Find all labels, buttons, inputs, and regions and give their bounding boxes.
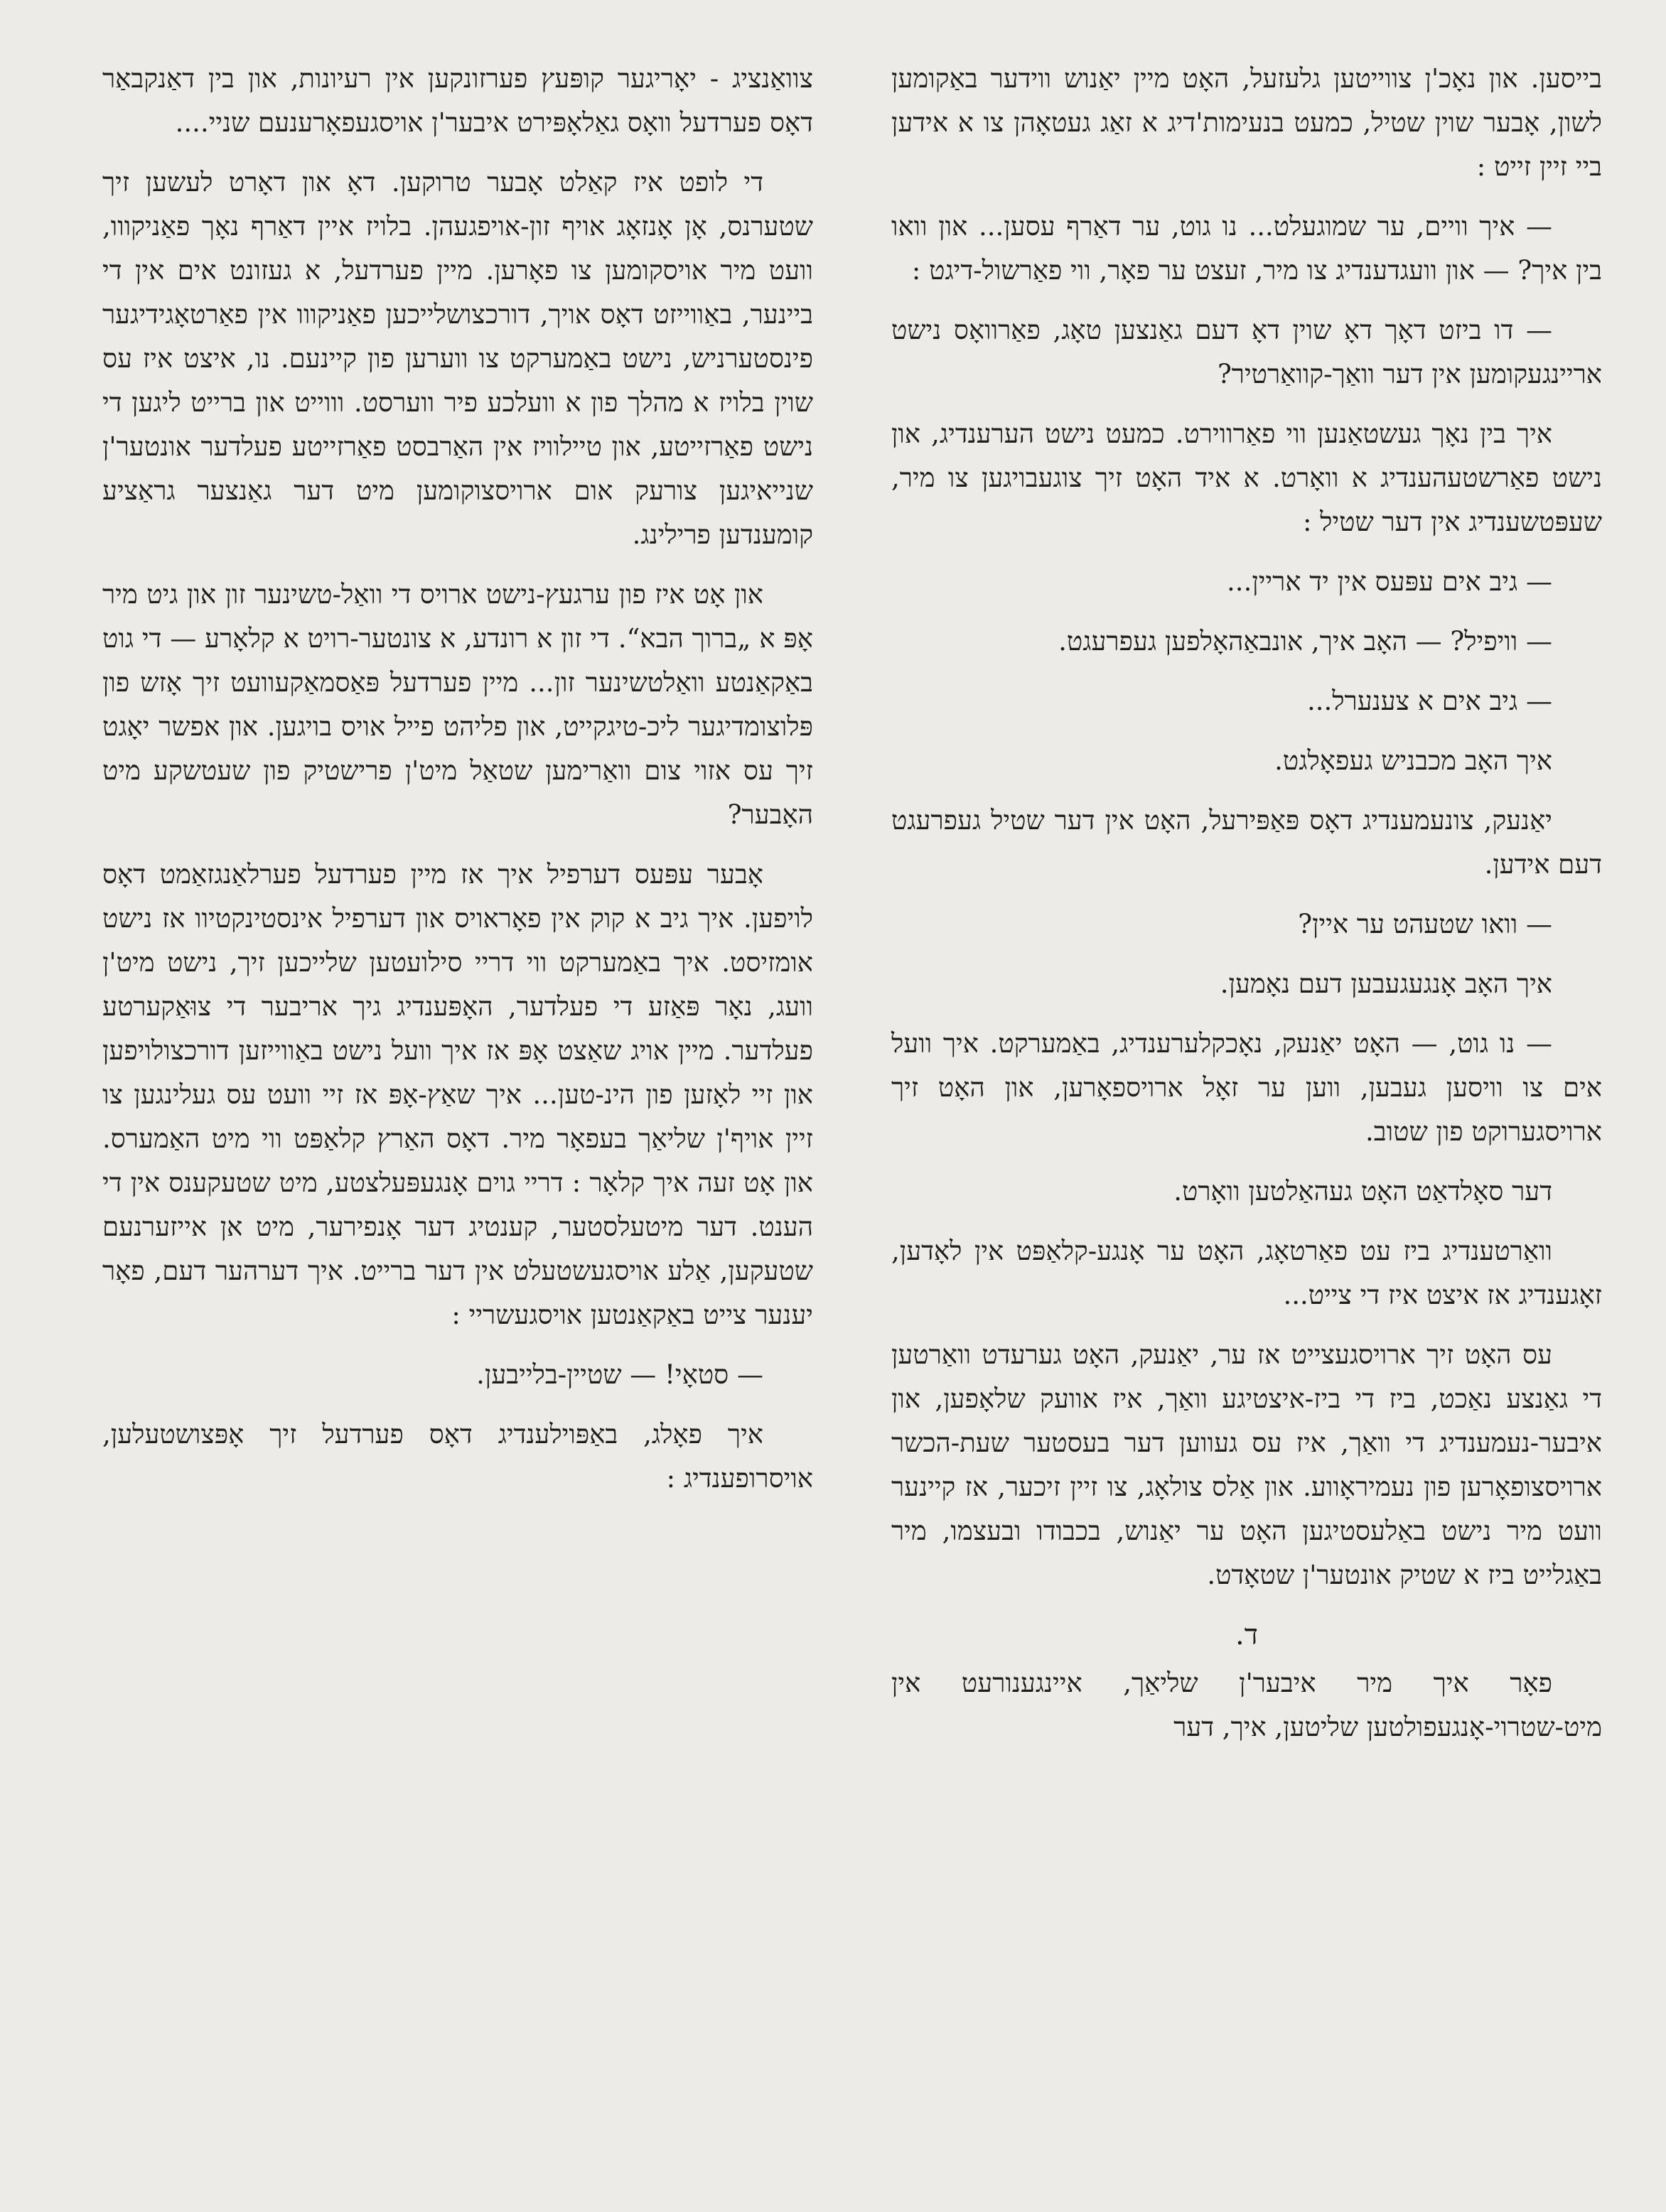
left-column-paragraph: און אָט איז פון ערגעץ-נישט ארויס די וואַל-טשינער זון און גיט מיר אָפּ א „ברוך הבא“. די זון א רונדע, א צונטער-רויט א קלאָרע — די גוט באַקאַנטע וואַלטשינער זון... מיין פערדעל פּאַסמאַקעוועט זיך אָזש פון פּלוצומדיגער ליכ-טיגקייט, און פליהט פייל אויס בויגען. און אפשר יאָגט זיך עס אזוי צום וואַרימען שטאַל מיט'ן פרישטיק פון שעטשקע מיט האָבער? xyxy=(102,579,813,830)
left-column-paragraph: אָבער עפּעס דערפיל איך אז מיין פערדעל פערלאַנגזאַמט דאָס לויפען. איך גיב א קוק אין פאָראויס און דערפיל אינסטינקטיוו אז נישט אומזיסט. איך באַמערקט ווי דריי סילועטען שלייכען זיך, נישט מיט'ן וועג, נאָר פּאַזע די פעלדער, האָפּענדיג גיך אריבער די צוּאַקערטע פעלדער. מיין אויג שאַצט אָפּ אז איך וועל נישט באַווייזען דורכצולויפען און זיי לאָזען פון הינ-טען... איך שאַץ-אָפּ אז זיי וועט עס געלינגען צו זיין אויף'ן שליאַך בעפאָר מיר. דאָס האַרץ קלאַפּט ווי מיט האַמערס. און אָט זעה איך קלאָר : דריי גוים אָנגעפּעלצטע, מיט שטעקענס אין די הענט. דער מיטעלסטער, קענטיג דער אָנפירער, מיט אן אייזערנעם שטעקען, אַלע אויסגעשטעלט אין דער ברייט. איך דערהער דעם, פאָר יענער צייט באַקאַנטען אויסגעשריי : xyxy=(102,859,813,1330)
right-column-paragraph: יאַנעק, צונעמענדיג דאָס פּאַפּירעל, האָט אין דער שטיל געפרעגט דעם אידען. xyxy=(891,805,1602,880)
right-column-paragraph: — וויפיל? — האָב איך, אונבאַהאָלפען געפרעגט. xyxy=(1058,626,1552,657)
right-column-paragraph: — נו גוט, — האָט יאַנעק, נאָכקלערענדיג, באַמערקט. איך וועל אים צו וויסען געבען, ווען ער זאָל ארויספאָרען, און האָט זיך ארויסגערוקט פון שטוב. xyxy=(891,1028,1602,1147)
left-column xyxy=(102,57,813,2169)
right-column-paragraph: פאָר איך מיר איבער'ן שליאַך, איינגענורעט אין מיט-שטרוי-אָנגעפולטען שליטען, איך, דער xyxy=(891,1668,1602,1742)
right-column-paragraph: איך האָב אָנגעגעבען דעם נאָמען. xyxy=(1220,969,1552,999)
right-column xyxy=(891,57,1602,2169)
right-column-paragraph: — גיב אים א צענערל... xyxy=(1306,686,1552,716)
right-column-paragraph: — וואו שטעהט ער איין? xyxy=(1298,909,1552,939)
left-column-paragraph: די לופט איז קאַלט אָבער טרוקען. דאָ און דאָרט לעשען זיך שטערנס, אָן אָנזאָג אויף זון-אויפגעהן. בלויז איין דאַרף נאָך פאַניקווו, וועט מיר אויסקומען צו פאָרען. מיין פערדעל, א געזונט אים אין די ביינער, באַווייזט דאָס אויך, דורכצושלייכען פאַניקווו אין פאַרטאָגידיגער פינסטערניש, נישט באַמערקט צו ווערען פון קיינעם. נו, איצט איז עס שוין בלויז א מהלך פון א וועלכע פיר ווערסט. וווייט און ברייט ליגען די נישט פאַרזייטע, און טיילוויז אין האַרבסט פאַרזייטע פעלדער אונטער'ן שנייאיגען צורעק אום ארויסצוקומען מיט דער גאַנצער גראַציע קומענדען פרילינג. xyxy=(102,167,813,550)
right-column-paragraph: בייסען. און נאָכ'ן צווייטען גלעזעל, האָט מיין יאַנוש ווידער באַקומען לשון, אָבער שוין שטיל, כמעט בנעימות'דיג א זאַג געטאָהן צו א אידען ביי זיין זייט : xyxy=(891,63,1602,182)
text-columns xyxy=(85,57,1602,2169)
right-column-paragraph: איך בין נאָך געשטאַנען ווי פאַרווירט. כמעט נישט הערענדיג, און נישט פאַרשטעהענדיג א וואָרט. א איד האָט זיך צוגעבויגען צו מיר, שעפּטשענדיג אין דער שטיל : xyxy=(891,419,1602,537)
section-number: ד. xyxy=(1235,1619,1258,1651)
left-column-paragraph: צוואַנציג - יאָריגער קופּעץ פערזונקען אין רעיונות, און בין דאַנקבאַר דאָס פערדעל וואָס גאַלאָפּירט איבער'ן אויסגעפאָרענעם שניי.... xyxy=(102,63,813,138)
right-column-paragraph: — גיב אים עפּעס אין יד אריין... xyxy=(1227,566,1552,597)
right-column-paragraph: איך האָב מכבניש געפאָלגט. xyxy=(1274,745,1552,776)
right-column-paragraph: עס האָט זיך ארויסגעצייט אז ער, יאַנעק, האָט גערעדט וואַרטען די גאַנצע נאַכט, ביז די ביז-איצטיגע וואַך, איז אוועק שלאָפען, און איבער-נעמענדיג די וואַך, איז עס געווען דער בעסטער שעת-הכשר ארויסצופאָרען פון נעמיראָווע. און אַלס צולאָג, צו זיין זיכער, אז קיינער וועט מיר נישט באַלעסטיגען האָט ער יאַנוש, בכבודו ובעצמו, מיר באַגלייט ביז א שטיק אונטער'ן שטאָדט. xyxy=(891,1339,1602,1590)
right-column-paragraph: — דו ביזט דאָך דאָ שוין דאָ דעם גאַנצען טאָג, פאַרוואָס נישט אריינגעקומען אין דער וואַך-קוואַרטיר? xyxy=(891,315,1602,389)
right-column-paragraph: — איך וויים, ער שמוגעלט... נו גוט, ער דאַרף עסען... און וואו בין איך? — און וועגדענדיג צו מיר, זעצט ער פאָר, ווי פאַרשול-דיגט : xyxy=(891,211,1602,286)
right-column-paragraph: וואַרטענדיג ביז עט פאַרטאָג, האָט ער אָנגע-קלאַפּט אין לאָדען, זאָגענדיג אז איצט איז די צייט... xyxy=(891,1236,1602,1310)
left-column-paragraph: איך פאָלג, באַפּוילענדיג דאָס פערדעל זיך אָפּצושטעלען, אויסרופענדיג : xyxy=(102,1419,813,1494)
left-column-paragraph: — סטאָי! — שטיין-בלייבען. xyxy=(476,1359,763,1390)
right-column-paragraph: דער סאָלדאַט האָט געהאַלטען וואָרט. xyxy=(1173,1176,1552,1207)
